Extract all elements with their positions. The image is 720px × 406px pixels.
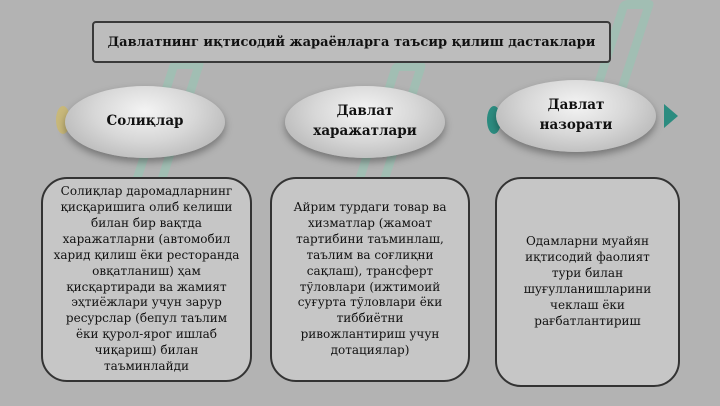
lever-description-text: Айрим турдаги товар ва хизматлар (жамоат тартибини таъминлаш, таълим ва соғлиқни сақлаш), трансферт тўловлари (ижтимоий суғурта тўловлари ёки тиббиётни ривожлантириш учун дотациялар)	[293, 199, 447, 358]
lever-heading-government-spending	[285, 86, 445, 158]
lever-description-government-control	[495, 177, 680, 387]
lever-heading-government-control	[496, 80, 656, 152]
lever-heading-text: Солиқлар	[106, 113, 184, 130]
lever-description-taxes	[41, 177, 252, 382]
lever-heading-text: Давлат харажатлари	[313, 103, 417, 139]
diagram-title-text: Давлатнинг иқтисодий жараёнларга таъсир қилиш дастаклари	[107, 34, 596, 50]
lever-heading-taxes	[65, 86, 225, 158]
lever-description-government-spending	[270, 177, 470, 382]
lever-description-text: Одамларни муайян иқтисодий фаолият тури билан шуғулланишларини чеклаш ёки рағбатлантириш	[523, 234, 652, 328]
diagram-title	[92, 21, 611, 63]
lever-description-text: Солиқлар даромадларнинг қисқаришига олиб келиши билан бир вақтда харажатларни (автомобил харид қилиш ёки ресторанда овқатланиш) ҳам қисқартиради ва жамият эҳтиёжлари учун зарур ресурслар (бепул таълим ёки қурол-ярог ишлаб чиқариш) билан таъминлайди	[53, 183, 240, 374]
arrow-right-icon	[664, 104, 678, 128]
lever-heading-text: Давлат назорати	[539, 97, 613, 133]
